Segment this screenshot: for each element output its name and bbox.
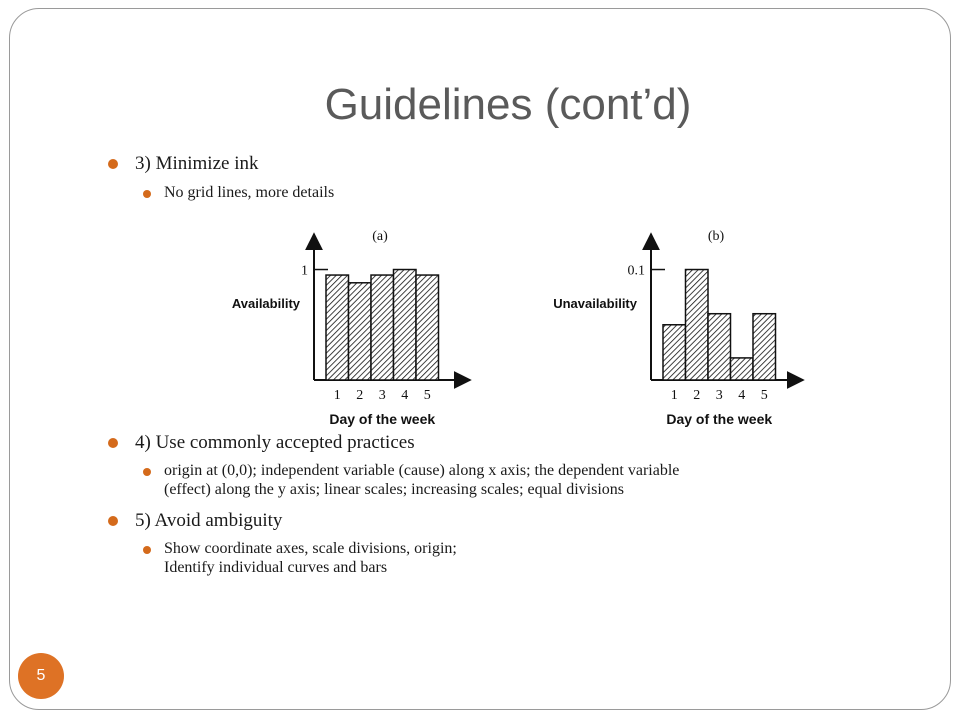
x-tick-label: 5	[423, 388, 431, 403]
x-axis-label: Day of the week	[666, 411, 773, 427]
x-tick-label: 5	[760, 388, 768, 403]
bar-day-1	[663, 325, 686, 380]
y-axis-label: Availability	[231, 296, 300, 311]
sub-bullet-show-axes: Show coordinate axes, scale divisions, origin;	[164, 540, 457, 557]
bar-day-5	[416, 275, 439, 380]
y-tick-label: 1	[301, 263, 308, 279]
bullet-avoid-ambiguity: 5) Avoid ambiguity	[135, 510, 283, 531]
x-tick-label: 4	[401, 388, 409, 403]
bullet-accepted-practices: 4) Use commonly accepted practices	[135, 432, 415, 453]
availability-chart	[232, 229, 470, 427]
sub-bullet-origin-line-2: (effect) along the y axis; linear scales; increasing scales; equal divisions	[164, 481, 624, 498]
sub-bullet-origin-line-1: origin at (0,0); independent variable (cause) along x axis; the dependent variable	[164, 462, 680, 479]
x-tick-label: 1	[333, 388, 341, 403]
bar-day-1	[326, 275, 349, 380]
y-axis-label: Unavailability	[553, 296, 637, 311]
unavailability-chart	[553, 229, 803, 427]
x-tick-label: 2	[693, 388, 701, 403]
y-tick-label: 0.1	[627, 263, 645, 279]
bar-day-2	[686, 270, 709, 380]
bar-day-3	[708, 314, 731, 380]
bar-day-3	[371, 275, 394, 380]
bar-day-4	[731, 358, 754, 380]
sub-bullet-dot-icon	[143, 546, 151, 554]
bar-day-2	[349, 283, 372, 380]
bar-day-5	[753, 314, 776, 380]
bar-day-4	[394, 270, 417, 380]
x-axis-label: Day of the week	[329, 411, 436, 427]
x-tick-label: 3	[378, 388, 386, 403]
sub-bullet-dot-icon	[143, 468, 151, 476]
bullet-dot-icon	[108, 438, 118, 448]
chart-title: (b)	[707, 229, 725, 244]
x-tick-label: 3	[715, 388, 723, 403]
x-tick-label: 4	[738, 388, 746, 403]
page-number-badge: 5	[18, 653, 64, 699]
chart-title: (a)	[372, 229, 388, 244]
sub-bullet-no-grid-lines: No grid lines, more details	[164, 184, 335, 201]
x-tick-label: 1	[670, 388, 678, 403]
sub-bullet-identify-curves: Identify individual curves and bars	[164, 559, 388, 576]
bullet-dot-icon	[108, 516, 118, 526]
slide-title: Guidelines (cont’d)	[324, 80, 692, 129]
bullet-minimize-ink: 3) Minimize ink	[135, 153, 259, 174]
x-tick-label: 2	[356, 388, 364, 403]
